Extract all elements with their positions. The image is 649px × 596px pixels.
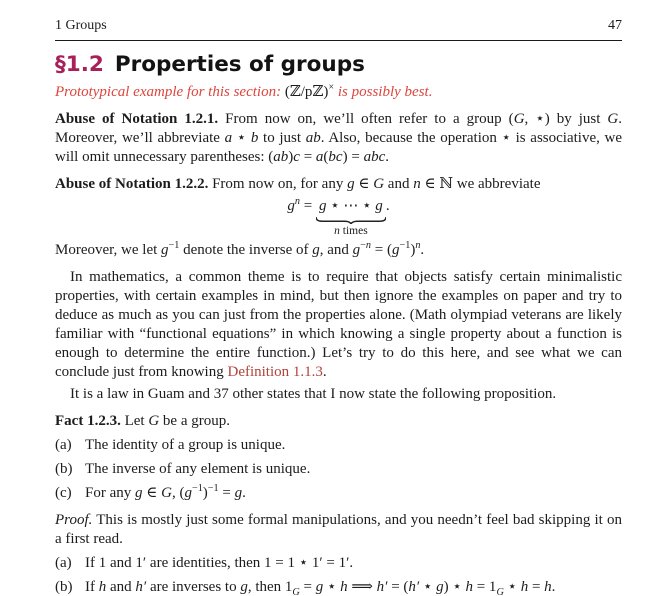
text-segment: , ( <box>171 485 185 501</box>
proof-item-a <box>55 554 622 573</box>
text-segment: Abuse of Notation 1.2.2. <box>55 176 209 192</box>
text-segment: −1 <box>207 483 219 494</box>
text-segment: g <box>319 198 327 214</box>
text-segment: This is mostly just some formal manipulations, and you needn’t feel bad skipping it on a first read. <box>55 512 622 547</box>
text-segment: g <box>287 198 295 214</box>
text-segment: = <box>218 485 235 501</box>
item-text <box>85 554 622 573</box>
item-text <box>85 460 622 479</box>
text-segment: − <box>360 240 366 251</box>
text-segment: G <box>148 413 160 429</box>
fact-item-b <box>55 460 622 479</box>
text-segment: . Moreover, we’ll abbreviate <box>55 111 623 146</box>
fact-item-c <box>55 484 622 503</box>
running-header-chapter: 1 Groups <box>55 18 107 33</box>
text-segment: . <box>242 485 246 501</box>
text-segment: , and <box>319 242 353 258</box>
text-segment: g <box>315 579 324 595</box>
text-segment: = <box>528 579 545 595</box>
text-segment: ⋆ <box>232 130 251 146</box>
text-segment: = <box>299 149 316 165</box>
text-segment: g <box>135 485 143 501</box>
text-segment: ab <box>273 149 289 165</box>
text-segment: It is a law in Guam and 37 other states that I now state the following proposition. <box>70 386 557 402</box>
text-segment: From now on, we’ll often refer to a group ( <box>218 111 514 127</box>
text-segment: are inverses to <box>146 579 241 595</box>
text-segment: ) <box>288 149 294 165</box>
underbrace-label <box>334 225 368 238</box>
text-segment: = ( <box>371 242 392 258</box>
text-segment: ⋆ ⋯ ⋆ <box>326 198 376 214</box>
text-segment: Moreover, we let <box>55 242 162 258</box>
text-segment: ∈ <box>354 176 374 192</box>
definition-1-1-3-link[interactable]: Definition 1.1.3 <box>227 364 323 380</box>
text-segment: be a group. <box>159 413 230 429</box>
text-segment: G <box>161 485 172 501</box>
item-label: (b) <box>55 461 73 477</box>
text-segment: G <box>373 176 385 192</box>
text-segment: ∈ <box>142 485 162 501</box>
text-segment: (ℤ/pℤ) <box>284 84 329 100</box>
text-segment: ) <box>202 485 208 501</box>
text-segment: −1 <box>191 483 203 494</box>
text-segment: h <box>340 579 348 595</box>
text-segment: g <box>352 242 361 258</box>
text-segment: n <box>365 240 372 251</box>
text-segment: −1 <box>168 240 180 251</box>
text-segment: g <box>391 242 400 258</box>
text-segment: ) <box>410 242 416 258</box>
text-segment: G <box>496 587 504 596</box>
text-segment: times <box>339 225 368 237</box>
formula-lhs <box>287 197 316 216</box>
text-segment: The identity of a group is unique. <box>85 437 286 453</box>
section-heading <box>55 52 622 77</box>
text-segment: = <box>299 579 316 595</box>
item-label: (a) <box>55 437 72 453</box>
fact-item-a <box>55 436 622 455</box>
page-number: 47 <box>608 18 622 33</box>
text-segment: ) ⋆ <box>443 579 466 595</box>
display-formula <box>55 197 622 238</box>
text-segment: and <box>106 579 136 595</box>
section-number: §1.2 <box>55 52 104 77</box>
text-segment: , ⋆) by just <box>524 111 608 127</box>
section-title: Properties of groups <box>114 52 365 77</box>
formula-underbraced-group <box>316 197 386 238</box>
text-segment: a <box>224 130 233 146</box>
text-segment: . <box>551 579 556 595</box>
text-segment: h <box>465 579 473 595</box>
formula-braced-expression <box>319 197 383 216</box>
prototypical-example-line <box>55 83 622 102</box>
text-segment: Abuse of Notation 1.2.1. <box>55 111 219 127</box>
text-segment: The inverse of any element is unique. <box>85 461 311 477</box>
text-segment: g <box>184 485 192 501</box>
text-segment: n <box>334 225 340 237</box>
text-segment: −1 <box>399 240 411 251</box>
text-segment: to just <box>258 130 306 146</box>
text-segment: and <box>384 176 414 192</box>
text-segment: ∈ ℕ we abbreviate <box>420 176 541 192</box>
text-segment: G <box>607 111 619 127</box>
text-segment: g <box>375 198 383 214</box>
text-segment: h′ <box>408 579 420 595</box>
item-text <box>85 436 622 455</box>
text-segment: g <box>240 579 248 595</box>
text-segment: ( <box>323 149 329 165</box>
text-segment: ⟹ <box>347 579 377 595</box>
text-segment: For any <box>85 485 135 501</box>
text-segment: In mathematics, a common theme is to require that objects satisfy certain minimalistic properties, with certain examples in mind, but then ignore the examples on paper and try to deduce as much as you can just from the properties alone. (Math olympiad veterans are likely familiar with “functional equations” in which knowing a single property about a function is enough to determine the entire function.) Let’s try to do this here, and see what we can conclude just from knowing <box>55 269 622 380</box>
text-segment: n <box>415 240 421 251</box>
item-label: (c) <box>55 485 72 501</box>
formula-period: . <box>385 198 390 214</box>
text-segment: n <box>294 196 300 207</box>
text-segment: . <box>322 364 327 380</box>
proof-item-b <box>55 578 622 596</box>
text-segment: is possibly best. <box>337 84 433 100</box>
text-segment: h′ <box>135 579 147 595</box>
abuse-of-notation-1-2-1 <box>55 110 622 167</box>
text-segment: ab <box>305 130 321 146</box>
moreover-line <box>55 241 622 260</box>
text-segment: . <box>385 149 389 165</box>
text-segment: c <box>293 149 300 165</box>
text-segment: . <box>420 242 425 258</box>
text-segment: If 1 and 1′ are identities, then 1 = 1 ⋆ 1′ = 1′. <box>85 555 354 571</box>
text-segment: abc <box>363 149 386 165</box>
text-segment: ⋆ <box>419 579 437 595</box>
text-segment: From now on, for any <box>208 176 348 192</box>
text-segment: ⋆ <box>503 579 521 595</box>
underbrace-glyph <box>316 217 386 224</box>
text-segment: h′ <box>376 579 388 595</box>
text-segment: = ( <box>387 579 409 595</box>
fact-1-2-3 <box>55 412 622 431</box>
item-label: (a) <box>55 555 72 571</box>
text-segment: Proof. <box>55 512 93 528</box>
paragraph-guam <box>55 385 622 404</box>
text-segment: b <box>250 130 259 146</box>
text-segment: g <box>161 242 169 258</box>
text-segment: n <box>413 176 421 192</box>
text-segment: = 1 <box>472 579 497 595</box>
proof-paragraph <box>55 511 622 549</box>
text-segment: , then 1 <box>247 579 293 595</box>
text-segment: ⋆ <box>323 579 341 595</box>
item-text <box>85 578 622 596</box>
text-segment: . Also, because the operation ⋆ is associative, we will omit unnecessary parentheses: ( <box>55 130 623 165</box>
text-segment: h <box>98 579 107 595</box>
paragraph-minimalistic <box>55 268 622 382</box>
text-segment: = <box>299 198 316 214</box>
text-segment: G <box>292 587 300 596</box>
text-segment: denote the inverse of <box>179 242 313 258</box>
text-segment: G <box>513 111 525 127</box>
text-segment: Fact 1.2.3. <box>55 413 121 429</box>
text-segment: a <box>315 149 324 165</box>
text-segment: ) = <box>342 149 364 165</box>
text-segment: g <box>436 579 444 595</box>
text-segment: Prototypical example for this section: <box>55 84 285 100</box>
item-text <box>85 484 622 503</box>
text-segment: h <box>520 579 529 595</box>
running-header <box>55 16 622 41</box>
text-segment: If <box>85 579 99 595</box>
text-segment: g <box>234 485 243 501</box>
text-segment: g <box>312 242 320 258</box>
text-segment: g <box>347 176 355 192</box>
text-segment: bc <box>328 149 343 165</box>
text-segment: Let <box>120 413 149 429</box>
text-segment: × <box>328 82 335 93</box>
item-label: (b) <box>55 579 73 595</box>
abuse-of-notation-1-2-2 <box>55 175 622 194</box>
text-segment: h <box>544 579 552 595</box>
